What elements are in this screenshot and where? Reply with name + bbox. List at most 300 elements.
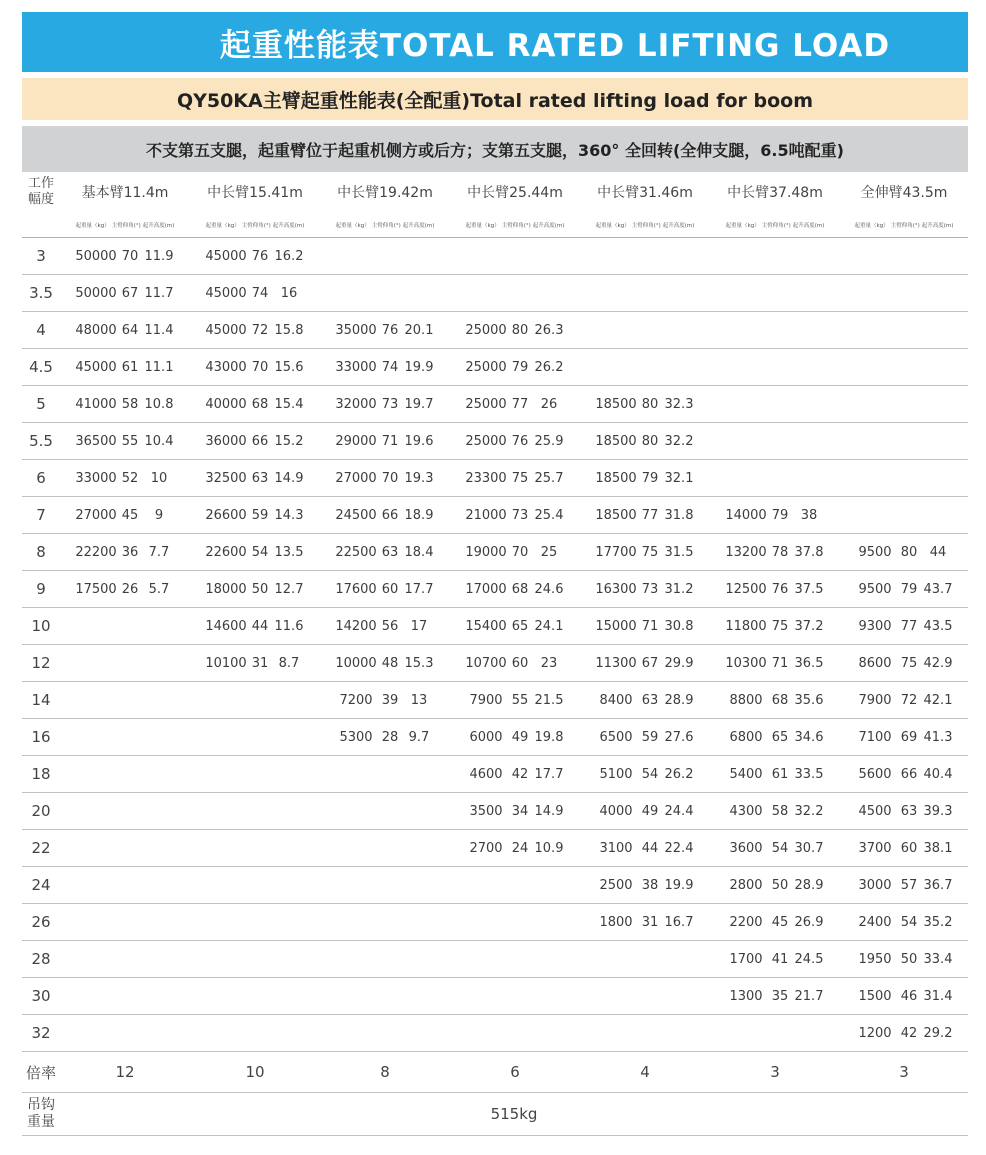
load-value: 2500 — [599, 877, 633, 893]
boom-cell — [60, 386, 190, 423]
lift-height-value: 36.5 — [794, 655, 824, 671]
boom-cell — [710, 756, 840, 793]
boom-angle-value: 42 — [900, 1025, 918, 1041]
boom-angle-value: 26 — [121, 581, 139, 597]
boom-cell — [710, 941, 840, 978]
lift-height-value: 35.2 — [923, 914, 953, 930]
lift-height-value: 34.6 — [794, 729, 824, 745]
boom-cell — [190, 904, 320, 941]
boom-cell — [60, 534, 190, 571]
load-value: 5300 — [339, 729, 373, 745]
boom-cell — [450, 830, 580, 867]
lift-height-value: 36.7 — [923, 877, 953, 893]
boom-cell — [320, 349, 450, 386]
sub-header-label: 起升高度(m) — [792, 222, 825, 229]
sub-header-label: 主臂仰角(°) — [631, 222, 661, 229]
lift-height-value: 26.9 — [794, 914, 824, 930]
boom-cell — [60, 830, 190, 867]
boom-cell — [710, 682, 840, 719]
lift-height-value: 19.3 — [404, 470, 434, 486]
boom-cell — [450, 238, 580, 275]
lift-height-value: 27.6 — [664, 729, 694, 745]
load-value: 22200 — [75, 544, 117, 560]
sub-header-label: 主臂仰角(°) — [501, 222, 531, 229]
lift-height-value: 22.4 — [664, 840, 694, 856]
hook-weight-value: 515kg — [60, 1093, 968, 1136]
boom-cell — [580, 1015, 710, 1052]
boom-angle-value: 46 — [900, 988, 918, 1004]
sub-header-label: 起升高度(m) — [402, 222, 435, 229]
boom-cell — [450, 349, 580, 386]
boom-angle-value: 63 — [641, 692, 659, 708]
boom-angle-value: 75 — [641, 544, 659, 560]
boom-angle-value: 59 — [641, 729, 659, 745]
boom-cell — [320, 423, 450, 460]
lift-height-value: 29.9 — [664, 655, 694, 671]
boom-angle-value: 39 — [381, 692, 399, 708]
hook-label-line: 吊钩 — [27, 1097, 55, 1113]
boom-cell — [710, 830, 840, 867]
boom-cell — [580, 349, 710, 386]
boom-cell — [320, 941, 450, 978]
lift-height-value: 21.5 — [534, 692, 564, 708]
boom-cell — [580, 645, 710, 682]
boom-angle-value: 73 — [641, 581, 659, 597]
boom-angle-value: 54 — [900, 914, 918, 930]
boom-length-header: 中长臂37.48m — [727, 185, 823, 201]
lift-height-value: 38 — [800, 507, 818, 523]
boom-cell — [320, 275, 450, 312]
load-value: 10300 — [725, 655, 767, 671]
boom-cell — [580, 682, 710, 719]
lift-height-value: 43.5 — [923, 618, 953, 634]
load-value: 4500 — [858, 803, 892, 819]
lift-height-value: 20.1 — [404, 322, 434, 338]
boom-cell — [580, 571, 710, 608]
sub-header-group — [710, 212, 840, 238]
boom-angle-value: 55 — [511, 692, 529, 708]
load-value: 3100 — [599, 840, 633, 856]
boom-angle-value: 68 — [771, 692, 789, 708]
boom-angle-value: 67 — [641, 655, 659, 671]
boom-angle-value: 68 — [251, 396, 269, 412]
boom-cell — [60, 238, 190, 275]
lift-height-value: 37.2 — [794, 618, 824, 634]
radius-value: 8 — [22, 534, 60, 571]
sub-header-group — [580, 212, 710, 238]
load-value: 22500 — [335, 544, 377, 560]
sub-header-group — [840, 212, 968, 238]
lift-height-value: 25.9 — [534, 433, 564, 449]
boom-angle-value: 75 — [771, 618, 789, 634]
load-value: 4000 — [599, 803, 633, 819]
load-value: 1800 — [599, 914, 633, 930]
boom-angle-value: 75 — [900, 655, 918, 671]
boom-angle-value: 66 — [381, 507, 399, 523]
lift-height-value: 37.5 — [794, 581, 824, 597]
boom-angle-value: 35 — [771, 988, 789, 1004]
radius-value: 5 — [22, 386, 60, 423]
boom-cell — [840, 978, 968, 1015]
radius-value: 22 — [22, 830, 60, 867]
boom-cell — [320, 756, 450, 793]
boom-cell — [60, 1015, 190, 1052]
boom-angle-value: 60 — [900, 840, 918, 856]
boom-cell — [60, 497, 190, 534]
boom-cell — [450, 793, 580, 830]
load-value: 33000 — [75, 470, 117, 486]
boom-angle-value: 77 — [511, 396, 529, 412]
lift-height-value: 18.9 — [404, 507, 434, 523]
lift-height-value: 24.6 — [534, 581, 564, 597]
table-row — [22, 941, 968, 978]
load-value: 29000 — [335, 433, 377, 449]
boom-cell — [60, 423, 190, 460]
lift-height-value: 11.9 — [144, 248, 174, 264]
boom-cell — [840, 571, 968, 608]
load-value: 14600 — [205, 618, 247, 634]
load-value: 10100 — [205, 655, 247, 671]
load-value: 11800 — [725, 618, 767, 634]
load-value: 19000 — [465, 544, 507, 560]
multiplier-value: 12 — [60, 1052, 190, 1093]
boom-angle-value: 80 — [511, 322, 529, 338]
load-value: 21000 — [465, 507, 507, 523]
lift-height-value: 28.9 — [664, 692, 694, 708]
load-chart-table — [22, 172, 968, 1136]
boom-angle-value: 74 — [381, 359, 399, 375]
lift-height-value: 13.5 — [274, 544, 304, 560]
table-row — [22, 830, 968, 867]
radius-header-line: 幅度 — [27, 192, 54, 207]
load-value: 2200 — [729, 914, 763, 930]
lift-height-value: 26.3 — [534, 322, 564, 338]
load-value: 32500 — [205, 470, 247, 486]
hook-label-line: 重量 — [27, 1114, 55, 1130]
lift-height-value: 32.2 — [794, 803, 824, 819]
load-value: 17600 — [335, 581, 377, 597]
boom-cell — [190, 460, 320, 497]
boom-angle-value: 79 — [641, 470, 659, 486]
load-value: 45000 — [205, 248, 247, 264]
boom-cell — [710, 978, 840, 1015]
load-value: 3600 — [729, 840, 763, 856]
boom-cell — [710, 534, 840, 571]
boom-cell — [580, 534, 710, 571]
lift-height-value: 9.7 — [408, 729, 430, 745]
boom-cell — [190, 312, 320, 349]
lift-height-value: 14.3 — [274, 507, 304, 523]
load-value: 32000 — [335, 396, 377, 412]
load-value: 6800 — [729, 729, 763, 745]
boom-angle-value: 71 — [771, 655, 789, 671]
boom-cell — [840, 497, 968, 534]
boom-angle-value: 70 — [251, 359, 269, 375]
boom-cell — [840, 830, 968, 867]
table-row — [22, 275, 968, 312]
radius-header — [22, 172, 60, 212]
boom-cell — [190, 497, 320, 534]
boom-length-header: 中长臂15.41m — [207, 185, 303, 201]
lift-height-value: 29.2 — [923, 1025, 953, 1041]
load-value: 14000 — [725, 507, 767, 523]
boom-cell — [60, 978, 190, 1015]
load-value: 3700 — [858, 840, 892, 856]
load-value: 3000 — [858, 877, 892, 893]
lift-height-value: 19.6 — [404, 433, 434, 449]
radius-value: 18 — [22, 756, 60, 793]
boom-cell — [580, 312, 710, 349]
boom-angle-value: 61 — [121, 359, 139, 375]
lift-height-value: 24.4 — [664, 803, 694, 819]
radius-value: 24 — [22, 867, 60, 904]
load-value: 17500 — [75, 581, 117, 597]
radius-value: 9 — [22, 571, 60, 608]
boom-cell — [840, 682, 968, 719]
table-row — [22, 1015, 968, 1052]
sub-header-label: 主臂仰角(°) — [371, 222, 401, 229]
boom-cell — [60, 608, 190, 645]
lift-height-value: 23 — [540, 655, 558, 671]
boom-angle-value: 68 — [511, 581, 529, 597]
lift-height-value: 33.4 — [923, 951, 953, 967]
boom-cell — [450, 756, 580, 793]
boom-cell — [450, 682, 580, 719]
sub-header-label: 起重量（kg） — [335, 222, 370, 229]
boom-angle-value: 41 — [771, 951, 789, 967]
boom-angle-value: 50 — [771, 877, 789, 893]
sub-header-label: 主臂仰角(°) — [761, 222, 791, 229]
load-value: 18500 — [595, 433, 637, 449]
boom-cell — [450, 867, 580, 904]
lift-height-value: 44 — [929, 544, 947, 560]
table-row — [22, 793, 968, 830]
boom-angle-value: 36 — [121, 544, 139, 560]
table-row — [22, 423, 968, 460]
radius-value: 7 — [22, 497, 60, 534]
boom-cell — [190, 349, 320, 386]
boom-angle-value: 79 — [771, 507, 789, 523]
boom-cell — [710, 460, 840, 497]
boom-cell — [190, 645, 320, 682]
load-value: 48000 — [75, 322, 117, 338]
lift-height-value: 31.4 — [923, 988, 953, 1004]
boom-cell — [60, 756, 190, 793]
lift-height-value: 37.8 — [794, 544, 824, 560]
boom-angle-value: 28 — [381, 729, 399, 745]
sub-header-label: 起重量（kg） — [465, 222, 500, 229]
load-value: 40000 — [205, 396, 247, 412]
sub-header-label: 起升高度(m) — [532, 222, 565, 229]
boom-cell — [840, 349, 968, 386]
boom-cell — [840, 386, 968, 423]
boom-cell — [840, 423, 968, 460]
boom-length-header: 全伸臂43.5m — [860, 185, 948, 201]
load-value: 5400 — [729, 766, 763, 782]
lift-height-value: 17 — [410, 618, 428, 634]
boom-cell — [580, 275, 710, 312]
boom-cell — [320, 867, 450, 904]
boom-angle-value: 31 — [251, 655, 269, 671]
radius-value: 14 — [22, 682, 60, 719]
load-value: 25000 — [465, 322, 507, 338]
boom-cell — [320, 238, 450, 275]
boom-angle-value: 61 — [771, 766, 789, 782]
table-row — [22, 312, 968, 349]
load-value: 33000 — [335, 359, 377, 375]
lift-height-value: 42.9 — [923, 655, 953, 671]
boom-cell — [450, 608, 580, 645]
boom-length-header: 基本臂11.4m — [81, 185, 169, 201]
boom-cell — [840, 534, 968, 571]
boom-cell — [710, 238, 840, 275]
table-row — [22, 682, 968, 719]
load-value: 26600 — [205, 507, 247, 523]
load-value: 18500 — [595, 470, 637, 486]
lift-height-value: 16 — [280, 285, 298, 301]
radius-value: 3.5 — [22, 275, 60, 312]
column-sub-header-row — [22, 212, 968, 238]
boom-cell — [60, 571, 190, 608]
boom-angle-value: 66 — [251, 433, 269, 449]
boom-cell — [710, 719, 840, 756]
boom-angle-value: 50 — [251, 581, 269, 597]
boom-cell — [320, 312, 450, 349]
load-value: 16300 — [595, 581, 637, 597]
boom-cell — [710, 793, 840, 830]
boom-cell — [840, 312, 968, 349]
load-value: 6000 — [469, 729, 503, 745]
boom-cell — [320, 571, 450, 608]
boom-cell — [710, 867, 840, 904]
load-value: 50000 — [75, 248, 117, 264]
lift-height-value: 17.7 — [404, 581, 434, 597]
boom-cell — [840, 756, 968, 793]
boom-cell — [580, 423, 710, 460]
boom-cell — [450, 719, 580, 756]
boom-cell — [60, 867, 190, 904]
boom-angle-value: 67 — [121, 285, 139, 301]
empty-cell — [22, 212, 60, 238]
boom-angle-value: 34 — [511, 803, 529, 819]
load-value: 5100 — [599, 766, 633, 782]
lift-height-value: 32.2 — [664, 433, 694, 449]
lift-height-value: 17.7 — [534, 766, 564, 782]
table-row — [22, 867, 968, 904]
boom-cell — [320, 830, 450, 867]
lift-height-value: 25.4 — [534, 507, 564, 523]
radius-value: 20 — [22, 793, 60, 830]
lift-height-value: 13 — [410, 692, 428, 708]
boom-cell — [580, 978, 710, 1015]
lift-height-value: 8.7 — [278, 655, 300, 671]
sub-header-label: 主臂仰角(°) — [241, 222, 271, 229]
multiplier-value: 8 — [320, 1052, 450, 1093]
boom-angle-value: 45 — [771, 914, 789, 930]
boom-cell — [190, 423, 320, 460]
boom-angle-value: 52 — [121, 470, 139, 486]
lift-height-value: 15.2 — [274, 433, 304, 449]
load-value: 6500 — [599, 729, 633, 745]
lift-height-value: 10 — [150, 470, 168, 486]
lift-height-value: 32.1 — [664, 470, 694, 486]
boom-angle-value: 72 — [900, 692, 918, 708]
load-value: 35000 — [335, 322, 377, 338]
boom-cell — [710, 386, 840, 423]
boom-cell — [190, 756, 320, 793]
boom-cell — [60, 645, 190, 682]
lift-height-value: 15.6 — [274, 359, 304, 375]
lift-height-value: 11.6 — [274, 618, 304, 634]
table-row — [22, 571, 968, 608]
page-title: 起重性能表TOTAL RATED LIFTING LOAD — [219, 27, 891, 64]
lift-height-value: 26.2 — [664, 766, 694, 782]
load-value: 18000 — [205, 581, 247, 597]
boom-cell — [320, 904, 450, 941]
lift-height-value: 41.3 — [923, 729, 953, 745]
load-value: 1500 — [858, 988, 892, 1004]
boom-cell — [190, 571, 320, 608]
boom-cell — [320, 497, 450, 534]
boom-cell — [190, 941, 320, 978]
load-value: 36500 — [75, 433, 117, 449]
boom-cell — [580, 608, 710, 645]
multiplier-label: 倍率 — [22, 1052, 60, 1093]
lift-height-value: 33.5 — [794, 766, 824, 782]
boom-angle-value: 55 — [121, 433, 139, 449]
load-value: 45000 — [205, 285, 247, 301]
load-value: 22600 — [205, 544, 247, 560]
load-value: 12500 — [725, 581, 767, 597]
boom-angle-value: 24 — [511, 840, 529, 856]
lift-height-value: 19.9 — [664, 877, 694, 893]
boom-cell — [580, 497, 710, 534]
boom-angle-value: 57 — [900, 877, 918, 893]
boom-angle-value: 54 — [641, 766, 659, 782]
boom-cell — [190, 534, 320, 571]
load-value: 18500 — [595, 396, 637, 412]
boom-cell — [450, 386, 580, 423]
boom-angle-value: 71 — [641, 618, 659, 634]
boom-cell — [450, 312, 580, 349]
lift-height-value: 10.8 — [144, 396, 174, 412]
load-value: 2400 — [858, 914, 892, 930]
boom-cell — [60, 460, 190, 497]
boom-cell — [60, 793, 190, 830]
boom-cell — [580, 460, 710, 497]
boom-angle-value: 66 — [900, 766, 918, 782]
boom-cell — [60, 312, 190, 349]
boom-cell — [60, 349, 190, 386]
hook-weight-label — [22, 1093, 60, 1136]
boom-cell — [320, 719, 450, 756]
load-value: 8800 — [729, 692, 763, 708]
boom-cell — [60, 275, 190, 312]
radius-value: 30 — [22, 978, 60, 1015]
load-value: 7900 — [469, 692, 503, 708]
lift-height-value: 15.4 — [274, 396, 304, 412]
boom-cell — [450, 497, 580, 534]
lift-height-value: 11.1 — [144, 359, 174, 375]
boom-cell — [190, 978, 320, 1015]
lift-height-value: 9 — [154, 507, 164, 523]
load-value: 7100 — [858, 729, 892, 745]
boom-cell — [710, 312, 840, 349]
sub-header-group — [60, 212, 190, 238]
working-condition: 不支第五支腿，起重臂位于起重机侧方或后方；支第五支腿，360° 全回转(全伸支腿，6.5吨配重) — [22, 126, 968, 172]
boom-length-header: 中长臂31.46m — [597, 185, 693, 201]
multiplier-row — [22, 1052, 968, 1093]
